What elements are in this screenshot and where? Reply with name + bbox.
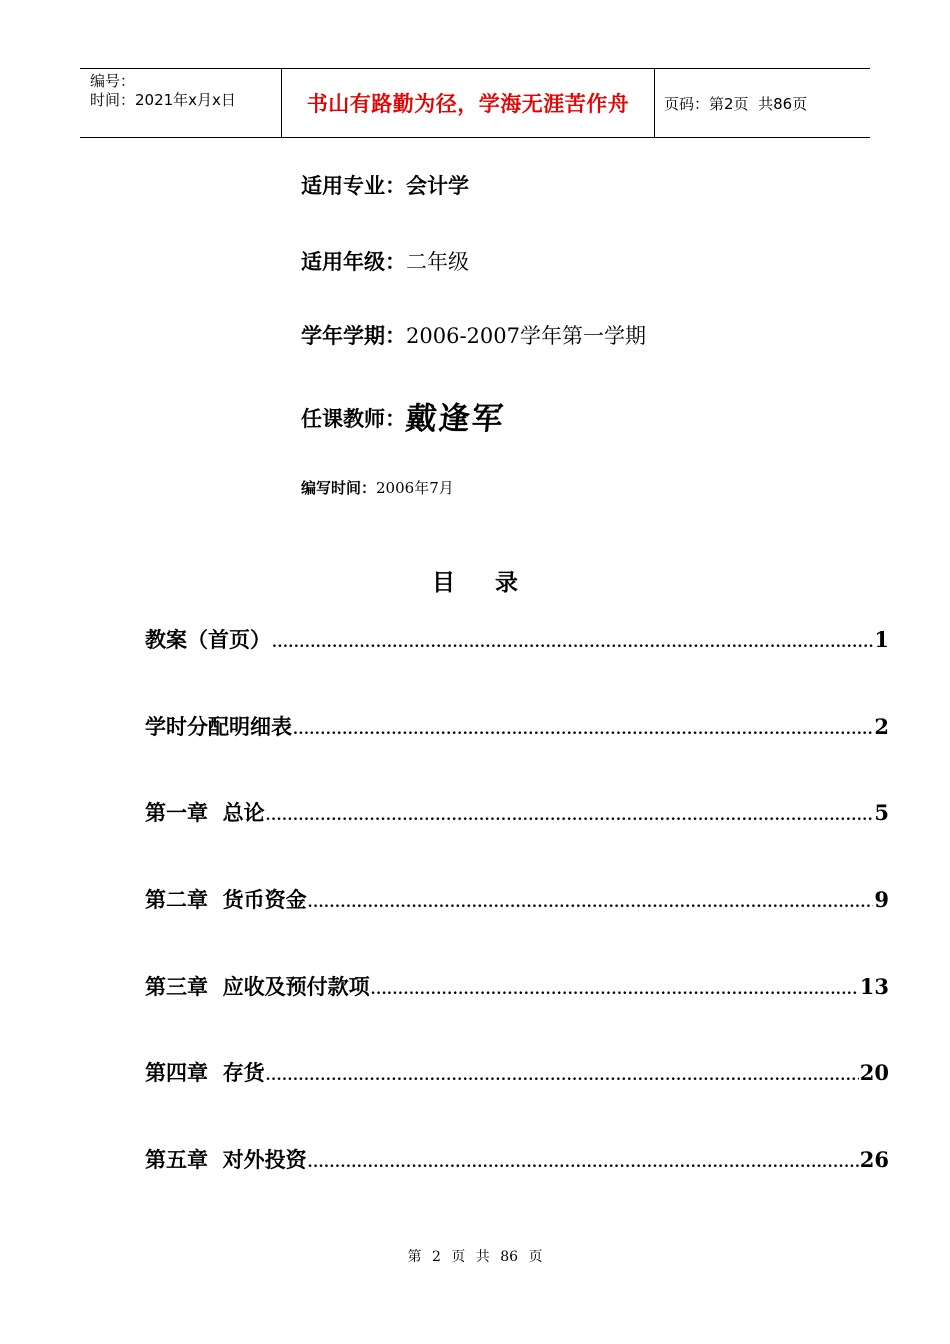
- header-time: 时间：2021年x月x日: [90, 91, 236, 109]
- toc-leader: [371, 982, 859, 998]
- page-header: [80, 68, 870, 138]
- toc-leader: [308, 1155, 859, 1171]
- toc-entry-title: 第四章 存货: [145, 1061, 265, 1085]
- toc-entry[interactable]: [145, 1144, 889, 1174]
- grade-label: 适用年级：: [301, 250, 406, 274]
- toc-entry[interactable]: [145, 1057, 889, 1087]
- toc-entry-title: 第二章 货币资金: [145, 888, 307, 912]
- toc-leader: [308, 895, 874, 911]
- toc-entry-title: 教案（首页）: [145, 628, 271, 652]
- toc-leader: [266, 1068, 859, 1084]
- toc-entry[interactable]: [145, 884, 889, 914]
- written-label: 编写时间：: [301, 479, 377, 497]
- grade-line: [301, 246, 469, 276]
- term-line: [301, 320, 646, 350]
- toc-entry-title: 第五章 对外投资: [145, 1148, 307, 1172]
- toc-leader: [266, 808, 874, 824]
- toc-entry-page: 9: [874, 887, 889, 912]
- term-label: 学年学期：: [301, 324, 406, 348]
- toc-entry-title: 学时分配明细表: [145, 715, 292, 739]
- toc-entry-page: 1: [874, 627, 889, 652]
- toc-entry[interactable]: [145, 971, 889, 1001]
- major-label: 适用专业：: [301, 174, 406, 198]
- written-line: [301, 477, 454, 498]
- toc-entry-page: 2: [874, 714, 889, 739]
- major-value: 会计学: [406, 174, 469, 198]
- toc-entry[interactable]: [145, 711, 889, 741]
- toc-entry-page: 13: [859, 974, 889, 999]
- teacher-signature: 戴逢军: [403, 401, 507, 437]
- toc-entry[interactable]: [145, 797, 889, 827]
- written-value: 2006年7月: [376, 479, 454, 497]
- header-page-info: 页码：第2页 共86页: [664, 94, 808, 113]
- toc-entry-title: 第一章 总论: [145, 801, 265, 825]
- header-motto: 书山有路勤为径，学海无涯苦作舟: [306, 92, 630, 116]
- toc-entry-page: 20: [859, 1060, 889, 1085]
- major-line: [301, 170, 469, 200]
- toc-entry[interactable]: [145, 624, 889, 654]
- term-value: 2006-2007学年第一学期: [406, 324, 646, 348]
- header-divider: [654, 69, 655, 137]
- toc-entry-title: 第三章 应收及预付款项: [145, 975, 370, 999]
- teacher-label: 任课教师：: [301, 407, 406, 431]
- serial-label: 编号：: [90, 72, 136, 90]
- toc-entry-page: 26: [859, 1147, 889, 1172]
- toc-title: 目录: [432, 570, 558, 596]
- toc-leader: [272, 635, 873, 651]
- grade-value: 二年级: [406, 250, 469, 274]
- header-meta: [90, 72, 280, 110]
- toc-leader: [293, 722, 873, 738]
- toc-entry-page: 5: [874, 800, 889, 825]
- page-footer: 第 2 页 共 86 页: [407, 1249, 543, 1265]
- teacher-line: [301, 393, 505, 438]
